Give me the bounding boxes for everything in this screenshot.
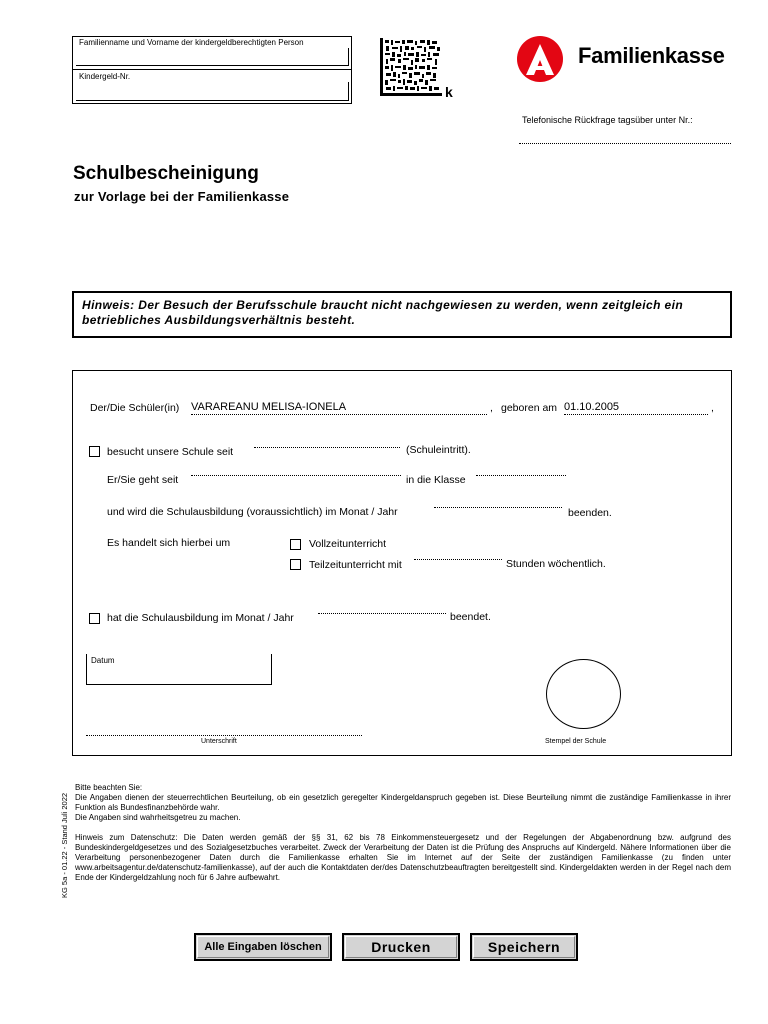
finish-label: und wird die Schulausbildung (voraussichtlich) im Monat / Jahr [107, 506, 398, 518]
hours-suffix: Stunden wöchentlich. [506, 558, 606, 570]
clear-all-label: Alle Eingaben löschen [204, 941, 322, 953]
print-label: Drucken [371, 939, 431, 955]
brand-name: Familienkasse [578, 43, 725, 68]
form-frame [72, 370, 732, 756]
student-label: Der/Die Schüler(in) [90, 402, 180, 414]
page-title: Schulbescheinigung [73, 163, 259, 184]
goes-since-field[interactable] [191, 475, 401, 476]
ended-checkbox[interactable] [89, 613, 100, 624]
applicant-name-divider [72, 69, 352, 70]
born-label: geboren am [501, 402, 558, 414]
goes-label: Er/Sie geht seit [107, 474, 179, 486]
kindergeld-nr-input[interactable] [76, 82, 349, 101]
attends-suffix: (Schuleintritt). [406, 444, 471, 456]
save-label: Speichern [487, 939, 561, 955]
finish-date-field[interactable] [434, 507, 562, 508]
ended-suffix: beendet. [450, 611, 491, 623]
parttime-label: Teilzeitunterricht mit [309, 559, 402, 571]
ended-date-field[interactable] [318, 613, 446, 614]
stamp-label: Stempel der Schule [545, 738, 607, 745]
applicant-name-label: Familienname und Vorname der kindergeldberechtigten Person [79, 38, 304, 47]
note-line-1: Die Angaben dienen der steuerrechtlichen Beurteilung, ob ein gesetzlich geregelter Kindergeldanspruch gegeben ist. Diese Beurteilung nimmt die zuständige Familienkasse in ihrer Funktion als Bundesfinanzbehörde wahr. [75, 793, 731, 812]
ended-label: hat die Schulausbildung im Monat / Jahr [107, 612, 294, 624]
kindergeld-nr-label: Kindergeld-Nr. [79, 72, 131, 81]
class-field[interactable] [476, 475, 566, 476]
clear-all-button[interactable] [194, 933, 332, 961]
comma-2: , [711, 402, 714, 414]
attends-since-field[interactable] [254, 447, 400, 448]
print-button[interactable] [342, 933, 460, 961]
privacy-note: Hinweis zum Datenschutz: Die Daten werden gemäß der §§ 31, 62 bis 78 Einkommensteuergesetz und der Regelungen der Abgabenordnung bzw. aufgrund des Bundeskindergeldgesetzes und des Sozialgesetzbuches verarbeitet. Zweck der Verarbeitung der Daten ist die Prüfung des Anspruchs auf Kindergeld. Nähere Informationen über die Verarbeitung personenbezogener Daten durch die Familienkasse erhalten Sie im Internet auf der Seite der zuständigen Familienkasse (zu finden unter www.arbeitsagentur.de/datenschutz-familienkasse), auf der auch die Kontaktdaten der/des Datenschutzbeauftragten bereitgestellt sind. Kindergeldakten werden in der Regel nach dem Ende der Kindergeldzahlung noch für 6 Jahre aufbewahrt. [75, 833, 731, 882]
fulltime-label: Vollzeitunterricht [309, 538, 387, 550]
fulltime-checkbox[interactable] [290, 539, 301, 550]
class-label: in die Klasse [406, 474, 466, 486]
type-label: Es handelt sich hierbei um [107, 537, 231, 549]
note-line-2: Die Angaben sind wahrheitsgetreu zu machen. [75, 813, 241, 822]
parttime-checkbox[interactable] [290, 559, 301, 570]
attends-checkbox[interactable] [89, 446, 100, 457]
stamp-circle [546, 659, 621, 729]
attends-label: besucht unsere Schule seit [107, 446, 234, 458]
born-date-field[interactable]: 01.10.2005 [564, 400, 708, 415]
notice-text: Hinweis: Der Besuch der Berufsschule braucht nicht nachgewiesen zu werden, wenn zeitgleich ein betriebliches Ausbildungsverhältnis besteht. [82, 298, 684, 327]
notice-box [72, 291, 732, 338]
parttime-hours-field[interactable] [414, 559, 502, 560]
finish-suffix: beenden. [568, 507, 612, 519]
barcode-suffix: k [445, 84, 453, 100]
familienkasse-logo-icon [516, 35, 564, 83]
signature-line[interactable] [86, 727, 362, 736]
phone-label: Telefonische Rückfrage tagsüber unter Nr.: [522, 115, 693, 125]
footer-notes [75, 783, 731, 883]
date-label: Datum [91, 656, 115, 665]
note-heading: Bitte beachten Sie: [75, 783, 143, 792]
barcode-icon [380, 38, 442, 96]
page-subtitle: zur Vorlage bei der Familienkasse [74, 189, 290, 204]
student-name-field[interactable]: VARAREANU MELISA-IONELA [191, 400, 487, 415]
form-code: KG 5a - 01.22 - Stand Juli 2022 [60, 792, 69, 898]
comma-1: , [490, 402, 493, 414]
applicant-name-input[interactable] [76, 48, 349, 66]
phone-input[interactable] [519, 128, 731, 144]
signature-label: Unterschrift [201, 738, 237, 745]
save-button[interactable] [470, 933, 578, 961]
